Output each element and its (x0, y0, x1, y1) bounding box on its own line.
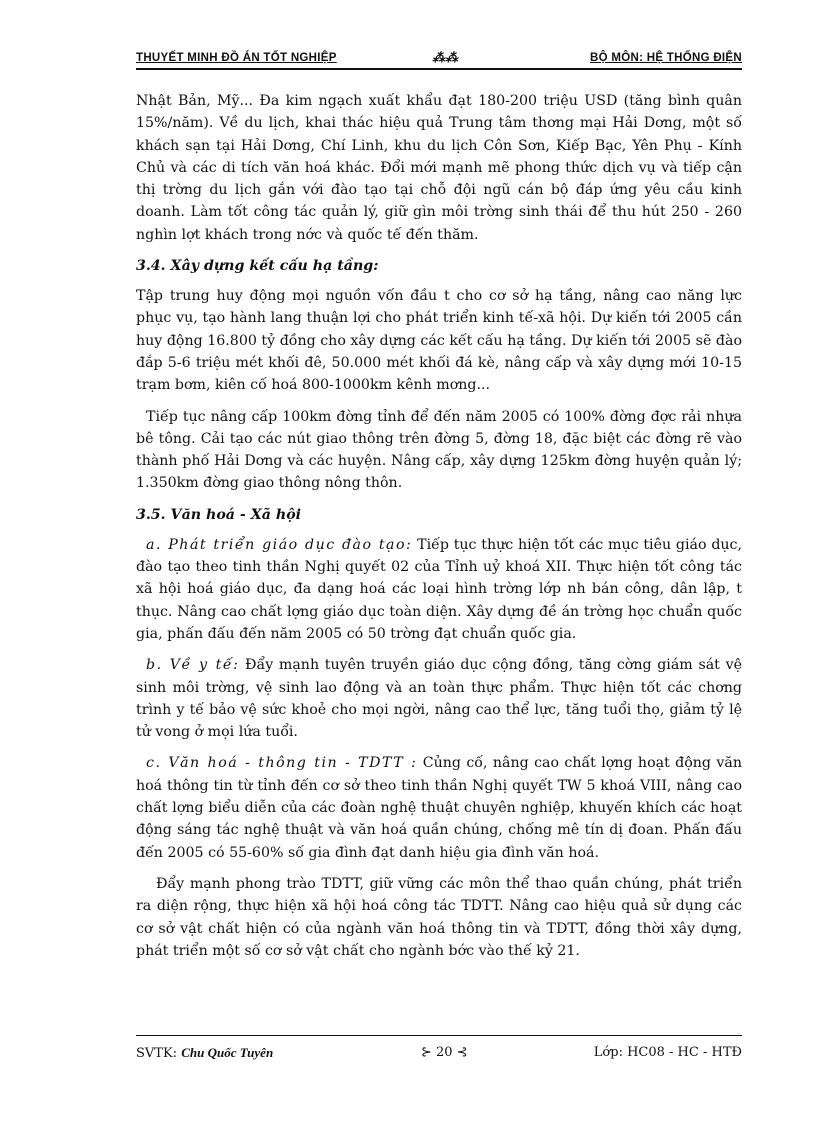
header-department: BỘ MÔN: HỆ THỐNG ĐIỆN (590, 52, 742, 64)
education-lead: a. Phát triển giáo dục đào tạo: (146, 536, 413, 553)
footer-author-label: SVTK: (136, 1046, 178, 1061)
document-body (136, 90, 742, 971)
paragraph-roads: Tiếp tục nâng cấp 100km đờng tỉnh để đến năm 2005 có 100% đờng đợc rải nhựa bê tông. Cải tạo các nút giao thông trên đờng 5, đờng 18, đặc biệt các đờng rẽ vào thành phố Hải Dơng và các huyện. Nâng cấp, xây dựng 125km đờng huyện quản lý; 1.350km đờng giao thông nông thôn. (136, 408, 742, 492)
heading-infrastructure: 3.4. Xây dựng kết cấu hạ tầng: (136, 258, 379, 275)
paragraph-tourism: Nhật Bản, Mỹ... Đa kim ngạch xuất khẩu đạt 180-200 triệu USD (tăng bình quân 15%/năm). Về du lịch, khai thác hiệu quả Trung tâm thơng mại Hải Dơng, một số khách sạn tại Hải Dơng, Chí Linh, khu du lịch Côn Sơn, Kiếp Bạc, Yên Phụ - Kính Chủ và các di tích văn hoá khác. Đổi mới mạnh mẽ phong thức dịch vụ và tiếp cận thị trờng du lịch gắn với đào tạo tại chỗ đội ngũ cán bộ đáp ứng yêu cầu kinh doanh. Làm tốt công tác quản lý, giữ gìn môi trờng sinh thái để thu hút 250 - 260 nghìn lợt khách trong nớc và quốc tế đến thăm. (136, 93, 742, 243)
header-ornament: ⁂⁂ (432, 50, 458, 65)
page-footer (136, 1035, 742, 1066)
footer-class: Lớp: HC08 - HC - HTĐ (593, 1045, 742, 1060)
paragraph-health (136, 654, 742, 743)
paragraph-infrastructure: Tập trung huy động mọi nguồn vốn đầu t cho cơ sở hạ tầng, nâng cao năng lực phục vụ, tạo hành lang thuận lợi cho phát triển kinh tế-xã hội. Dự kiến tới 2005 cần huy động 16.800 tỷ đồng cho xây dựng các kết cấu hạ tầng. Dự kiến tới 2005 sẽ đào đắp 5-6 triệu mét khối đê, 50.000 mét khối đá kè, nâng cấp và xây dựng mới 10-15 trạm bơm, kiên cố hoá 800-1000km kênh mơng... (136, 288, 742, 394)
education-text: Tiếp tục thực hiện tốt các mục tiêu giáo dục, đào tạo theo tinh thần Nghị quyết 02 của Tỉnh uỷ khoá XII. Thực hiện tốt công tác xã hội hoá giáo dục, đa dạng hoá các loại hình trờng lớp nh bán công, dân lập, t thục. Nâng cao chất lợng giáo dục toàn diện. Xây dựng đề án trờng học chuẩn quốc gia, phấn đấu đến năm 2005 có 50 trờng đạt chuẩn quốc gia. (136, 536, 742, 642)
health-lead: b. Về y tế: (146, 657, 240, 674)
health-text: Đẩy mạnh tuyên truyền giáo dục cộng đồng, tăng cờng giám sát vệ sinh môi trờng, vệ sinh lao động và an toàn thực phẩm. Thực hiện tốt các chơng trình y tế bảo vệ sức khoẻ cho mọi ngời, nâng cao thể lực, tăng tuổi thọ, giảm tỷ lệ tử vong ở mọi lứa tuổi. (136, 657, 742, 741)
footer-author (136, 1045, 273, 1061)
paragraph-culture (136, 752, 742, 863)
paragraph-sports: Đẩy mạnh phong trào TDTT, giữ vững các môn thể thao quần chúng, phát triển ra diện rộng, thực hiện xã hội hoá công tác TDTT. Nâng cao hiệu quả sử dụng các cơ sở vật chất hiện có của ngành văn hoá thông tin và TDTT, đồng thời xây dựng, phát triển một số cơ sở vật chất cho ngành bớc vào thế kỷ 21. (136, 875, 742, 959)
culture-text: Củng cố, nâng cao chất lợng hoạt động văn hoá thông tin từ tỉnh đến cơ sở theo tinh thần Nghị quyết TW 5 khoá VIII, nâng cao chất lợng biểu diễn của các đoàn nghệ thuật chuyên nghiệp, khuyến khích các hoạt động sáng tác nghệ thuật và văn hoá quần chúng, chống mê tín dị đoan. Phấn đấu đến 2005 có 55-60% số gia đình đạt danh hiệu gia đình văn hoá. (136, 755, 742, 861)
page-header (136, 50, 742, 70)
header-title: THUYẾT MINH ĐỒ ÁN TỐT NGHIỆP (136, 52, 337, 64)
page-number: ⊱ 20 ⊰ (421, 1045, 468, 1060)
footer-author-name: Chu Quốc Tuyên (181, 1045, 274, 1060)
paragraph-education (136, 534, 742, 645)
heading-culture-society: 3.5. Văn hoá - Xã hội (136, 506, 302, 523)
culture-lead: c. Văn hoá - thông tin - TDTT : (146, 755, 418, 772)
